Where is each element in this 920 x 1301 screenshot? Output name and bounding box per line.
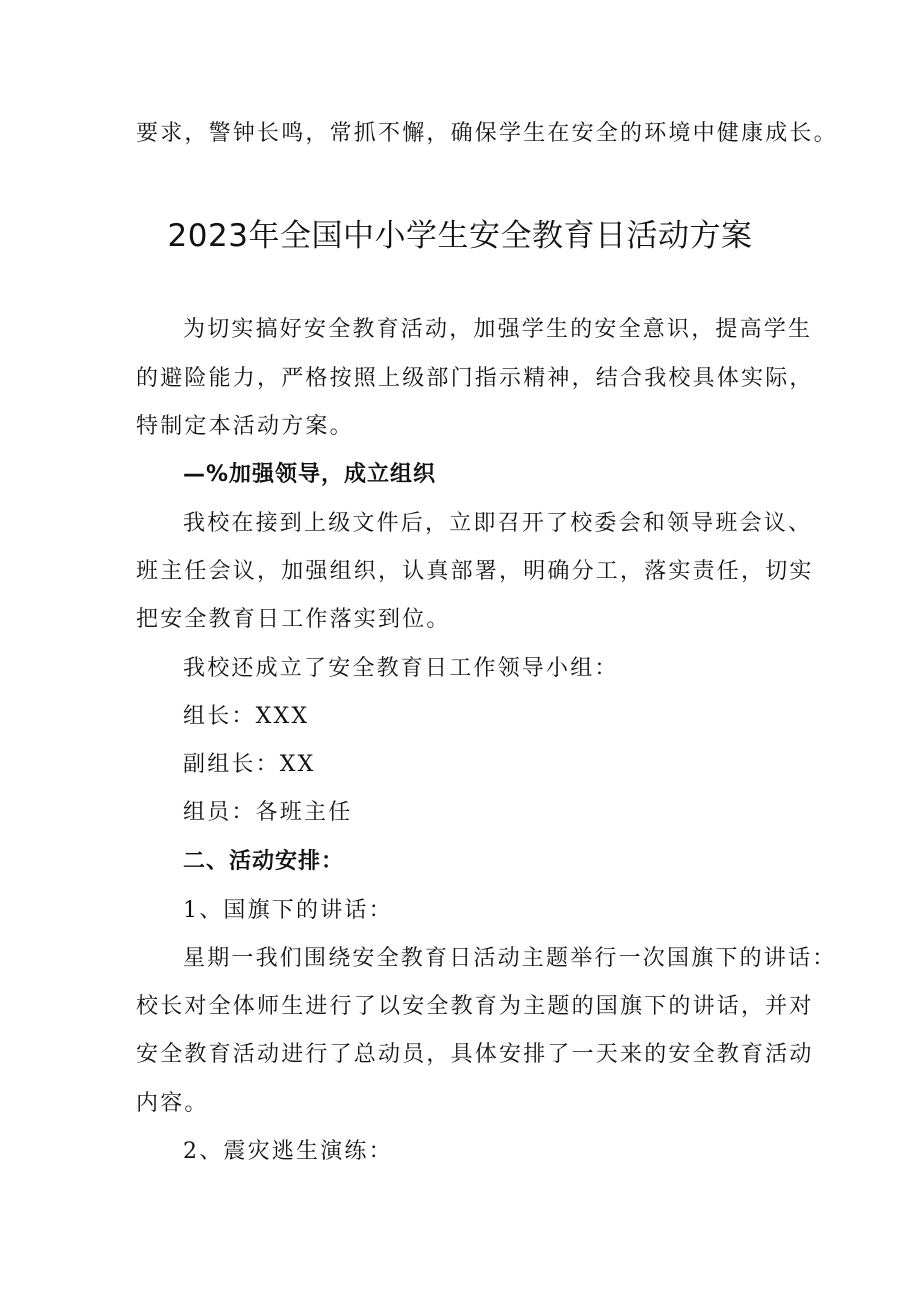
item1-heading: 1、国旗下的讲话： — [183, 898, 393, 923]
item1-para-line-4: 内容。 — [136, 1091, 209, 1116]
item1-para-line-2: 校长对全体师生进行了以安全教育为主题的国旗下的讲话，并对 — [136, 994, 814, 1019]
item1-para-line-1: 星期一我们围绕安全教育日活动主题举行一次国旗下的讲话： — [183, 946, 837, 971]
group-members: 组员：各班主任 — [183, 800, 353, 825]
section1-para-line-2: 班主任会议，加强组织，认真部署，明确分工，落实责任，切实 — [136, 559, 814, 584]
intro-line-2: 的避险能力，严格按照上级部门指示精神，结合我校具体实际， — [136, 366, 814, 391]
group-leader: 组长：XXX — [183, 704, 310, 729]
section1-heading: —%加强领导，成立组织 — [183, 462, 437, 487]
item1-para-line-3: 安全教育活动进行了总动员，具体安排了一天来的安全教育活动 — [136, 1042, 814, 1067]
intro-line-3: 特制定本活动方案。 — [136, 414, 354, 439]
intro-line-1: 为切实搞好安全教育活动，加强学生的安全意识，提高学生 — [183, 317, 813, 342]
group-intro: 我校还成立了安全教育日工作领导小组： — [183, 656, 619, 681]
section1-para-line-1: 我校在接到上级文件后，立即召开了校委会和领导班会议、 — [183, 511, 813, 536]
document-title: 2023年全国中小学生安全教育日活动方案 — [167, 218, 753, 254]
group-deputy-leader: 副组长：XX — [183, 752, 316, 777]
section2-heading: 二、活动安排： — [183, 849, 345, 874]
section1-para-line-3: 把安全教育日工作落实到位。 — [136, 607, 451, 632]
carry-over-line: 要求，警钟长鸣，常抓不懈，确保学生在安全的环境中健康成长。 — [136, 121, 838, 146]
item2-heading: 2、震灾逃生演练： — [183, 1139, 393, 1164]
